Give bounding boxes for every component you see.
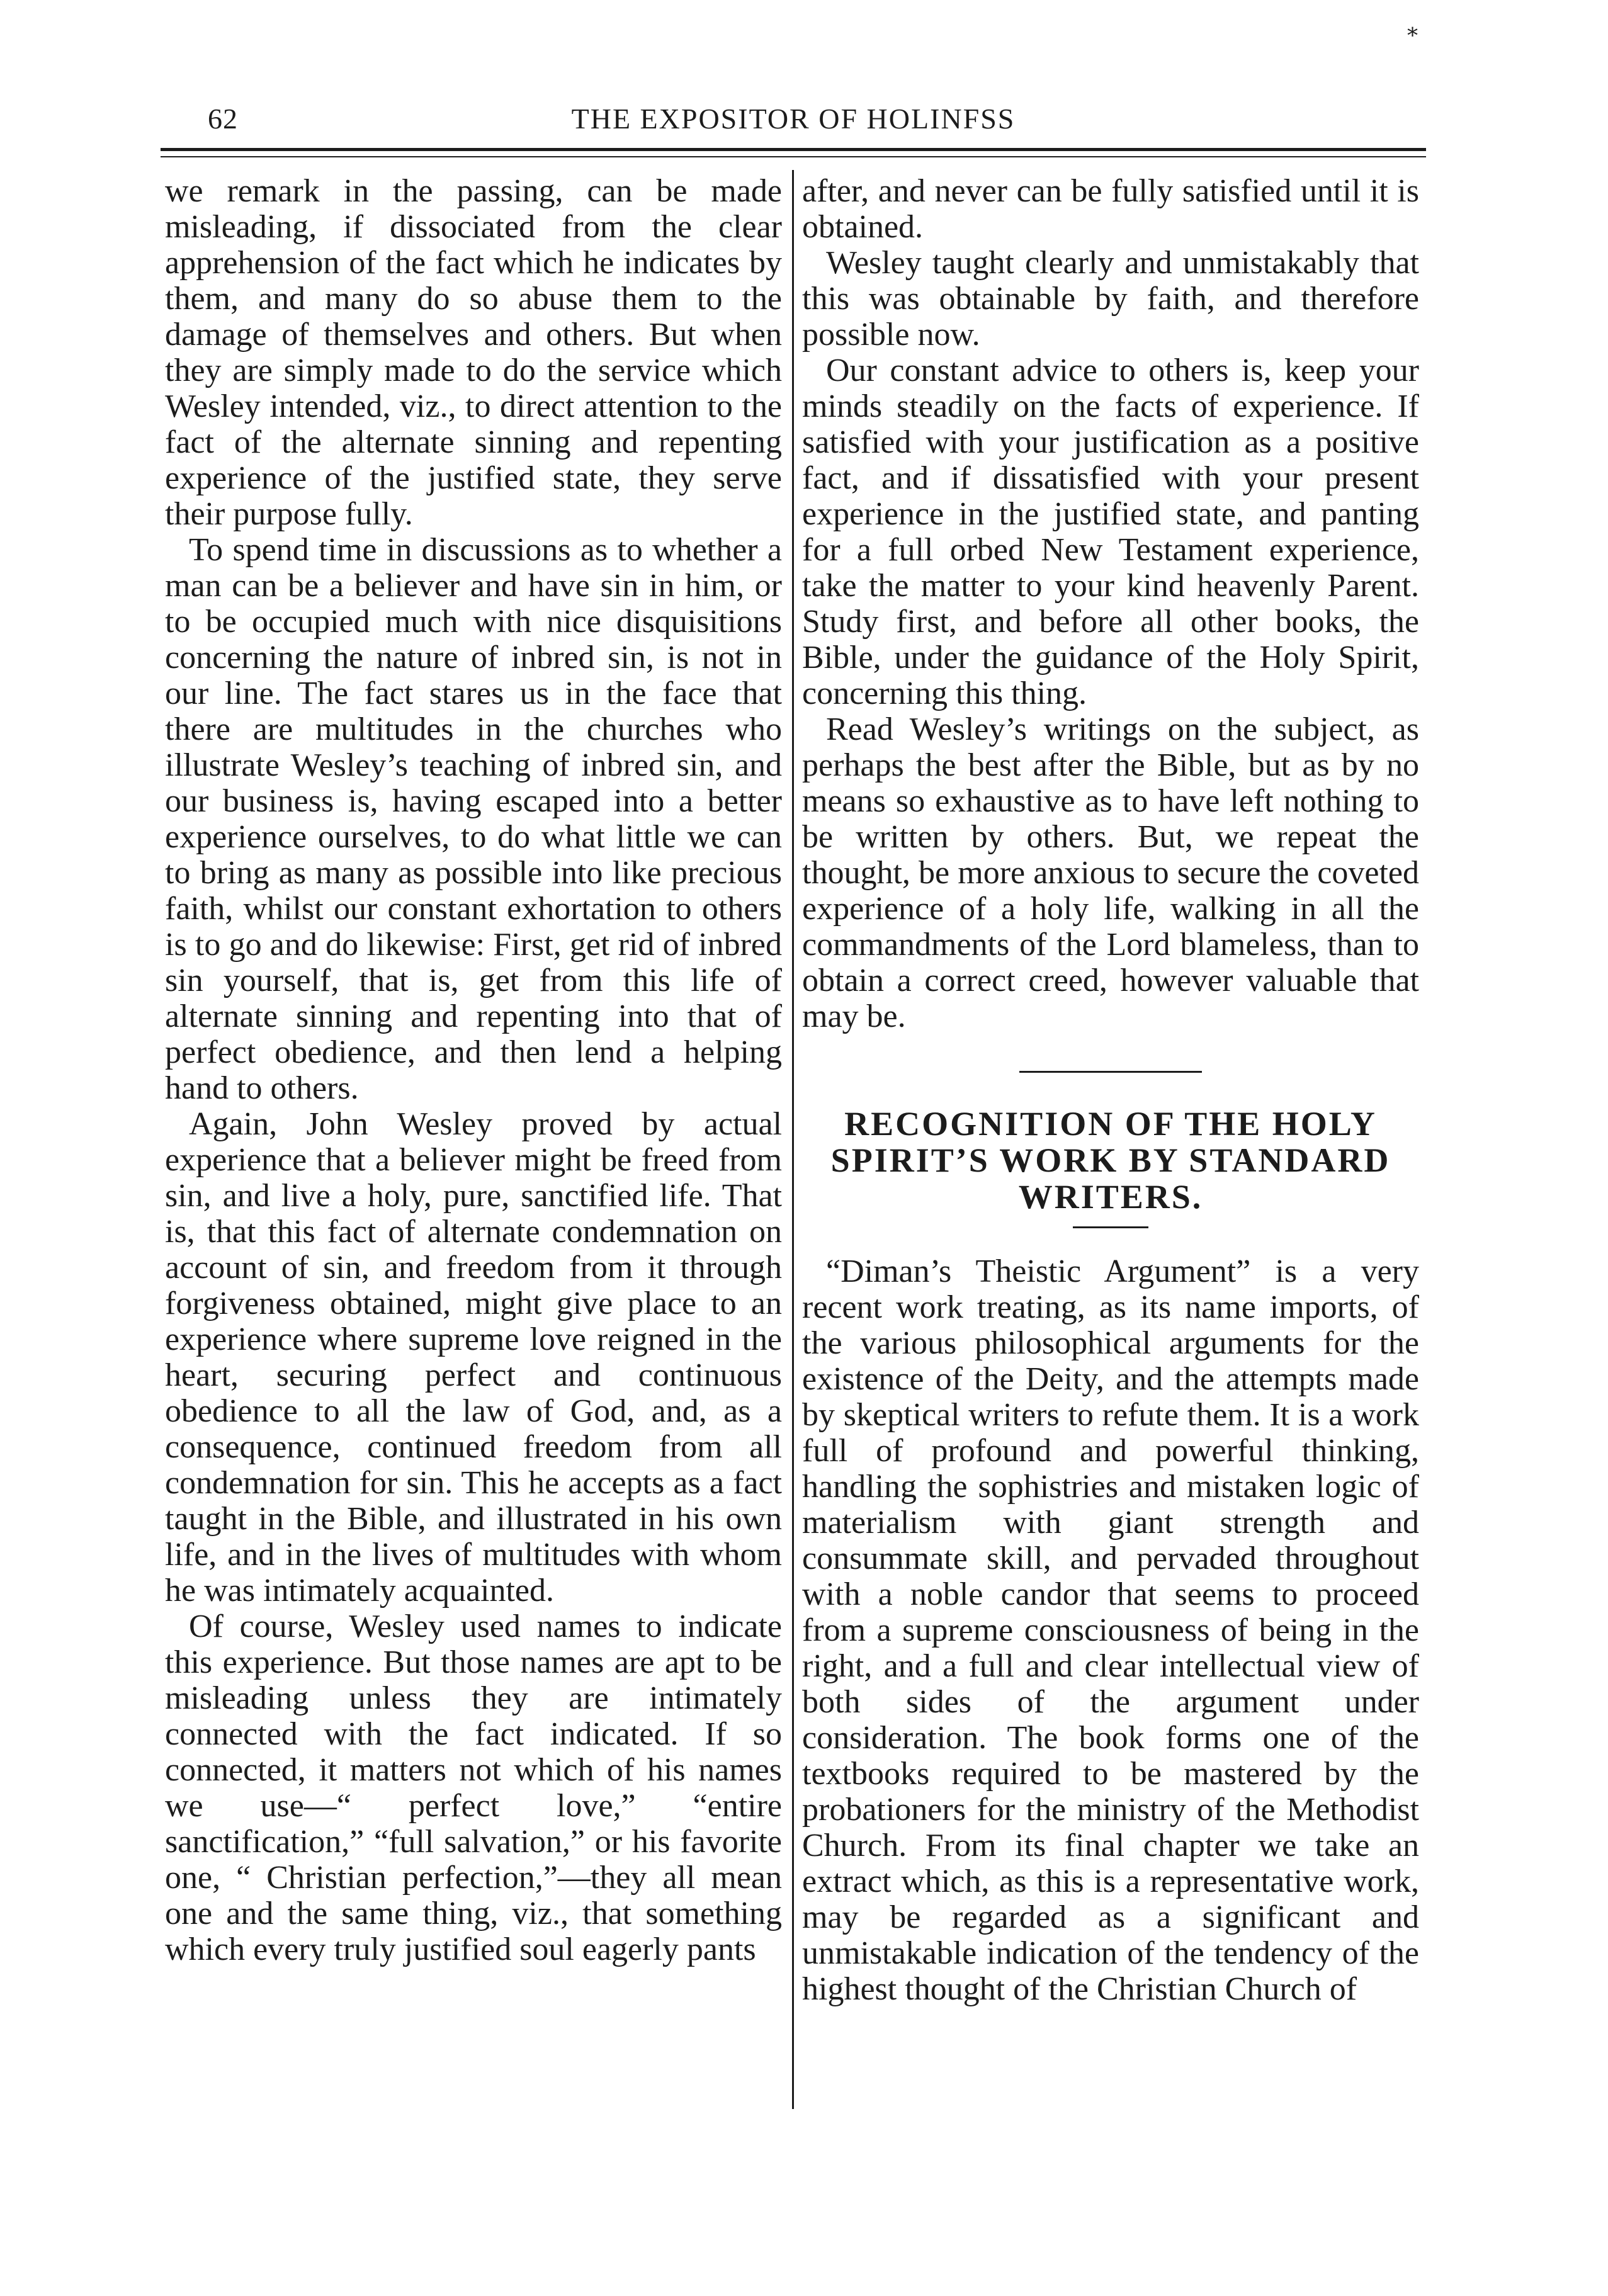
running-title: THE EXPOSITOR OF HOLINFSS bbox=[571, 103, 1016, 135]
header-rule-thick bbox=[161, 148, 1426, 151]
paragraph: after, and never can be fully satisfied until it is obtained. bbox=[802, 173, 1419, 245]
header-rule-thin bbox=[161, 156, 1426, 157]
paragraph: we remark in the passing, can be made misleading, if dissociated from the clear apprehension of the fact which he indicates by them, and many do so abuse them to the damage of themselves and others. But when they are simply made to do the service which Wesley intended, viz., to direct attention to the fact of the alternate sinning and repenting experience of the justified state, they serve their purpose fully. bbox=[165, 173, 782, 532]
column-divider bbox=[792, 170, 794, 2109]
paragraph: Wesley taught clearly and unmistakably that this was obtainable by faith, and therefore possible now. bbox=[802, 245, 1419, 353]
paragraph: Of course, Wesley used names to indicate this experience. But those names are apt to be misleading unless they are intimately connected with the fact indicated. If so connected, it matters not which of his names we use—“ perfect love,” “entire sanctification,” “full salvation,” or his favorite one, “ Christian perfection,”—they all mean one and the same thing, viz., that something which every truly justified soul eagerly pants bbox=[165, 1609, 782, 1967]
page-header bbox=[161, 94, 1426, 145]
article-heading: RECOGNITION OF THE HOLY SPIRIT’S WORK BY STANDARD WRITERS. bbox=[830, 1105, 1391, 1216]
page-number: 62 bbox=[208, 103, 238, 135]
heading-rule bbox=[1073, 1226, 1148, 1228]
paragraph: To spend time in discussions as to whether a man can be a believer and have sin in him, or to be occupied much with nice disquisitions concerning the nature of inbred sin, is not in our line. The fact stares us in the face that there are multitudes in the churches who illustrate Wesley’s teaching of inbred sin, and our business is, having escaped into a better experience ourselves, to do what little we can to bring as many as possible into like precious faith, whilst our constant exhortation to others is to go and do likewise: First, get rid of inbred sin yourself, that is, get from this life of alternate sinning and repenting into that of perfect obedience, and then lend a helping hand to others. bbox=[165, 532, 782, 1106]
right-column bbox=[802, 173, 1419, 2007]
paragraph: “Diman’s Theistic Argument” is a very recent work treating, as its name imports, of the various philosophical arguments for the existence of the Deity, and the attempts made by skeptical writers to refute them. It is a work full of profound and powerful thinking, handling the sophistries and mistaken logic of materialism with giant strength and consummate skill, and pervaded throughout with a noble candor that seems to proceed from a supreme consciousness of being in the right, and a full and clear intellectual view of both sides of the argument under consideration. The book forms one of the textbooks required to be mastered by the probationers for the ministry of the Methodist Church. From its final chapter we take an extract which, as this is a representative work, may be regarded as a significant and unmistakable indication of the tendency of the highest thought of the Christian Church of bbox=[802, 1253, 1419, 2007]
ink-mark: ⁎ bbox=[1407, 18, 1418, 41]
paragraph: Read Wesley’s writings on the subject, as perhaps the best after the Bible, but as by no means so exhaustive as to have left nothing to be written by others. But, we repeat the thought, be more anxious to secure the coveted experience of a holy life, walking in all the commandments of the Lord blameless, than to obtain a correct creed, however valuable that may be. bbox=[802, 711, 1419, 1034]
section-divider-rule bbox=[1019, 1071, 1202, 1073]
paragraph: Again, John Wesley proved by actual experience that a believer might be freed from sin, and live a holy, pure, sanctified life. That is, that this fact of alternate condemnation on account of sin, and freedom from it through forgiveness obtained, might give place to an experience where supreme love reigned in the heart, securing perfect and continuous obedience to all the law of God, and, as a consequence, continued freedom from all condemnation for sin. This he accepts as a fact taught in the Bible, and illustrated in his own life, and in the lives of multitudes with whom he was intimately acquainted. bbox=[165, 1106, 782, 1609]
paragraph: Our constant advice to others is, keep your minds steadily on the facts of experience. If satisfied with your justification as a positive fact, and if dissatisfied with your present experience in the justified state, and panting for a full orbed New Testament experience, take the matter to your kind heavenly Parent. Study first, and before all other books, the Bible, under the guidance of the Holy Spirit, concerning this thing. bbox=[802, 353, 1419, 711]
left-column bbox=[165, 173, 782, 1967]
